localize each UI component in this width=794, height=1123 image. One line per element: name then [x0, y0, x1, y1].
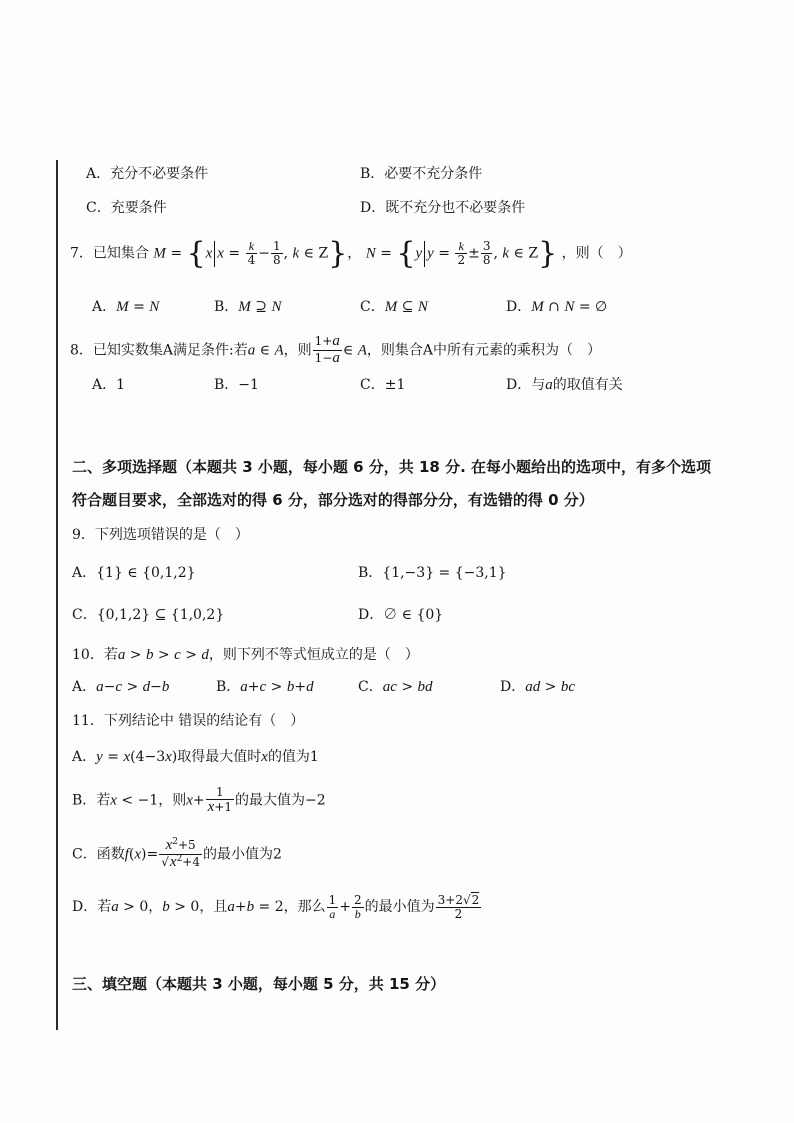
- q6-option-a: A．充分不必要条件: [86, 166, 209, 182]
- q11-option-a: A．y = x(4−3x)取得最大值时x的值为1: [72, 749, 319, 765]
- section-2-heading-cont: 符合题目要求，全部选对的得 6 分，部分选对的得部分分，有选错的得 0 分）: [72, 491, 594, 509]
- q8-option-a: A．1: [92, 377, 126, 393]
- q9-option-d: D．∅ ∈ {0}: [358, 607, 444, 623]
- q11-option-c: C．函数f(x)= $\frac{x^2+5}{√x^2+4}$ 的最小值为2: [72, 837, 282, 870]
- q11-option-d: D．若a > 0，b > 0，且a+b = 2，那么 $\frac{1}{a}$ + $\frac{2}{b}$ 的最小值为 $\frac{3+2√2}{2}$: [72, 893, 480, 921]
- q7-tail: ，则（ ）: [561, 245, 632, 262]
- q8-option-b: B．−1: [214, 377, 259, 393]
- q7-prefix: 7．已知集合: [70, 245, 149, 262]
- question-11: 11．下列结论中 错误的结论有（ ）: [72, 713, 305, 729]
- q11-option-b: B．若x < −1，则x+ $\frac{1}{x+1}$ 的最大值为−2: [72, 785, 326, 815]
- q9-option-b: B．{1,−3} = {−3,1}: [358, 565, 507, 581]
- q10-option-d: D．ad > bc: [500, 679, 576, 695]
- q7-option-d: D．M ∩ N = ∅: [506, 299, 608, 315]
- q7-option-c: C．M ⊆ N: [360, 299, 428, 315]
- q9-option-a: A．{1} ∈ {0,1,2}: [72, 565, 196, 581]
- q8-option-c: C．±1: [360, 377, 406, 393]
- question-7: 7．已知集合 M = {x x = $\frac{k}{4}$ − $\frac{1}{8}$ , k ∈ Z}， N = {y y = $\frac{k}{2}$ ± $\frac{3}{8}$ , k ∈ Z} ，则（ ）: [70, 236, 632, 271]
- q6-option-c: C．充要条件: [86, 200, 167, 216]
- q7-option-a: A．M = N: [92, 299, 160, 315]
- question-10: 10．若a > b > c > d，则下列不等式恒成立的是（ ）: [72, 647, 419, 663]
- q6-option-d: D．既不充分也不必要条件: [360, 200, 526, 216]
- q7-option-b: B．M ⊇ N: [214, 299, 282, 315]
- q10-option-a: A．a−c > d−b: [72, 679, 170, 695]
- margin-line: [56, 160, 58, 1030]
- q9-option-c: C．{0,1,2} ⊆ {1,0,2}: [72, 607, 225, 623]
- section-3-heading: 三、填空题（本题共 3 小题，每小题 5 分，共 15 分）: [72, 975, 446, 993]
- question-9: 9．下列选项错误的是（ ）: [72, 527, 249, 543]
- q6-option-b: B．必要不充分条件: [360, 166, 483, 182]
- question-8: 8．已知实数集A满足条件:若a ∈ A，则 $\frac{1+a}{1-a}$ ∈ A，则集合A中所有元素的乘积为（ ）: [70, 333, 601, 366]
- section-2-heading: 二、多项选择题（本题共 3 小题，每小题 6 分，共 18 分. 在每小题给出的选项中，有多个选项: [72, 458, 712, 476]
- q10-option-b: B．a+c > b+d: [216, 679, 314, 695]
- q10-option-c: C．ac > bd: [358, 679, 433, 695]
- q8-option-d: D．与a的取值有关: [506, 377, 623, 393]
